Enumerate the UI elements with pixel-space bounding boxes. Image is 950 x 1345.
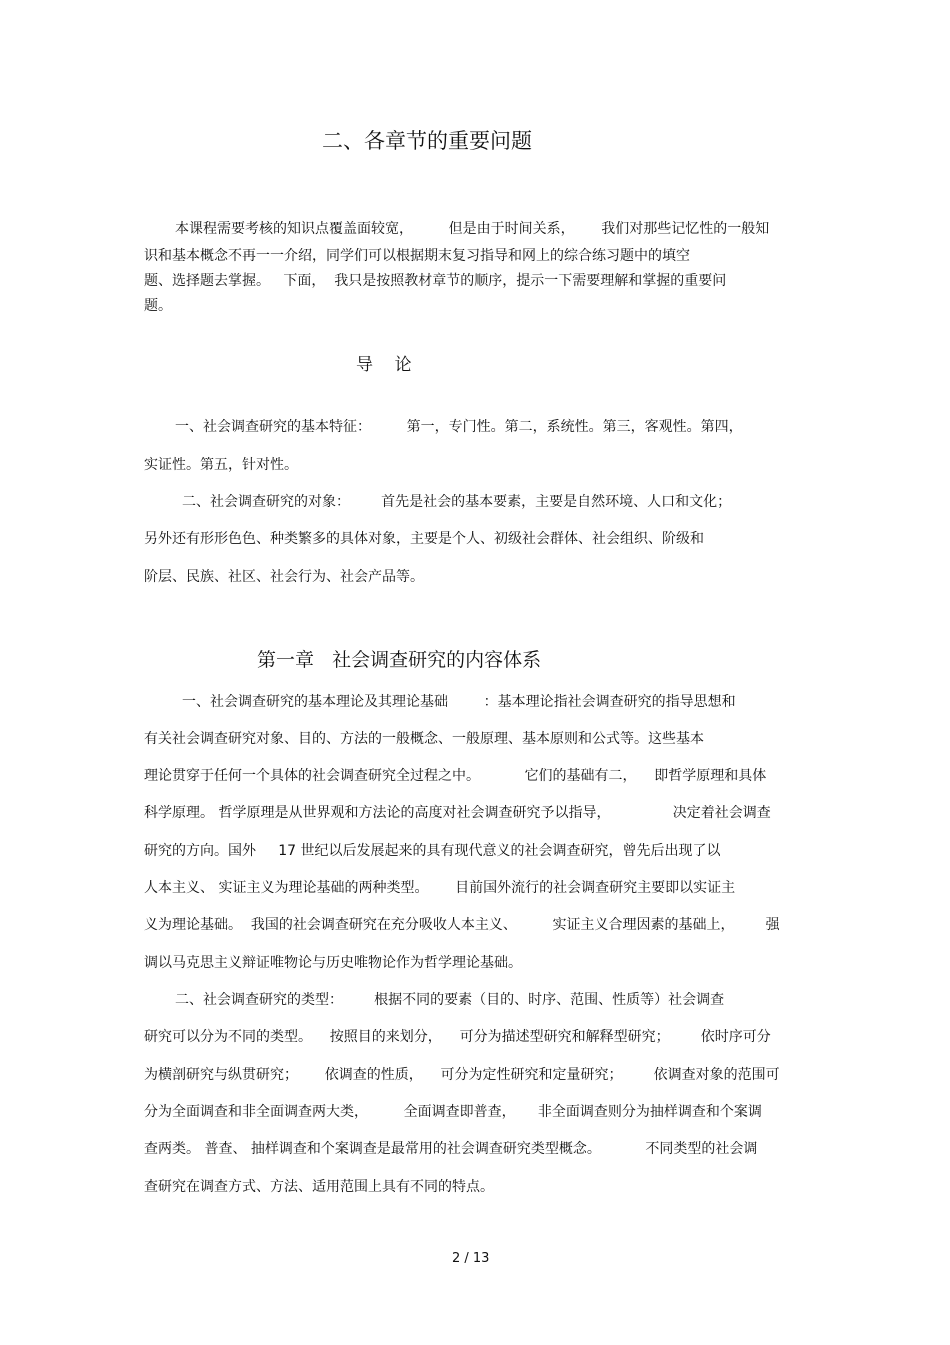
page-number: 2 / 13 <box>452 1251 490 1266</box>
text-line: 科学原理。 哲学原理是从世界观和方法论的高度对社会调查研究予以指导， 决定着社会调查 <box>144 805 771 821</box>
section-title-introduction: 导 论 <box>356 355 412 375</box>
text-line: 一、社会调查研究的基本特征： 第一，专门性。第二，系统性。第三，客观性。第四， <box>175 419 743 435</box>
page-title: 二、各章节的重要问题 <box>322 129 532 153</box>
text-line: 另外还有形形色色、种类繁多的具体对象，主要是个人、初级社会群体、社会组织、阶级和 <box>144 531 704 547</box>
text-line: 查研究在调查方式、方法、适用范围上具有不同的特点。 <box>144 1179 494 1195</box>
text-line: 人本主义、 实证主义为理论基础的两种类型。 目前国外流行的社会调查研究主要即以实证主 <box>144 880 736 896</box>
text-line: 研究可以分为不同的类型。 按照目的来划分， 可分为描述型研究和解释型研究； 依时序可分 <box>144 1029 771 1045</box>
text-line: 阶层、民族、社区、社会行为、社会产品等。 <box>144 569 424 585</box>
text-line: 查两类。 普查、 抽样调查和个案调查是最常用的社会调查研究类型概念。 不同类型的社会调 <box>144 1141 758 1157</box>
text-line: 研究的方向。国外 17 世纪以后发展起来的具有现代意义的社会调查研究，曾先后出现了以 <box>144 843 721 859</box>
text-line: 理论贯穿于任何一个具体的社会调查研究全过程之中。 它们的基础有二， 即哲学原理和具体 <box>144 768 767 784</box>
text-line: 本课程需要考核的知识点覆盖面较宽， 但是由于时间关系， 我们对那些记忆性的一般知 <box>175 221 770 237</box>
text-line: 实证性。第五，针对性。 <box>144 457 298 473</box>
text-line: 二、社会调查研究的对象： 首先是社会的基本要素，主要是自然环境、人口和文化； <box>182 494 732 510</box>
text-line: 为横剖研究与纵贯研究； 依调查的性质， 可分为定性研究和定量研究； 依调查对象的范围可 <box>144 1067 780 1083</box>
text-line: 义为理论基础。 我国的社会调查研究在充分吸收人本主义、 实证主义合理因素的基础上， 强 <box>144 917 780 933</box>
text-line: 二、社会调查研究的类型： 根据不同的要素（目的、时序、范围、性质等）社会调查 <box>175 992 725 1008</box>
text-line: 一、社会调查研究的基本理论及其理论基础 ：基本理论指社会调查研究的指导思想和 <box>182 694 736 710</box>
text-line: 题。 <box>144 298 172 314</box>
chapter-title: 第一章 社会调查研究的内容体系 <box>257 649 542 671</box>
text-line: 题、选择题去掌握。 下面， 我只是按照教材章节的顺序，提示一下需要理解和掌握的重要问 <box>144 273 727 289</box>
text-line: 识和基本概念不再一一介绍，同学们可以根据期末复习指导和网上的综合练习题中的填空 <box>144 248 690 264</box>
text-line: 有关社会调查研究对象、目的、方法的一般概念、一般原理、基本原则和公式等。这些基本 <box>144 731 704 747</box>
text-line: 分为全面调查和非全面调查两大类， 全面调查即普查， 非全面调查则分为抽样调查和个案调 <box>144 1104 762 1120</box>
text-line: 调以马克思主义辩证唯物论与历史唯物论作为哲学理论基础。 <box>144 955 522 971</box>
